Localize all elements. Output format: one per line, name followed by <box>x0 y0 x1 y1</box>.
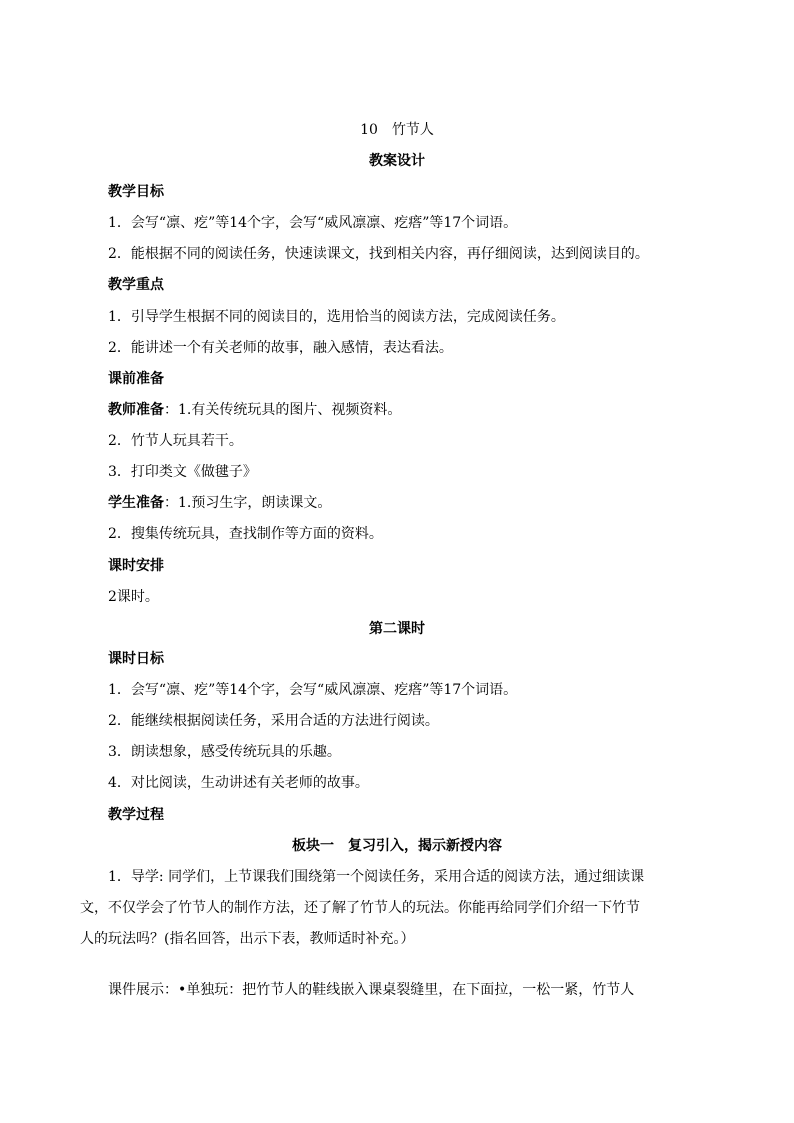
schedule-text: 2课时。 <box>108 589 159 605</box>
goal-item-1: 1．会写“凛、疙”等14个字，会写“威风凛凛、疙瘩”等17个词语。 <box>108 215 518 231</box>
lesson-goal-3: 3．朗读想象，感受传统玩具的乐趣。 <box>108 744 341 760</box>
teacher-prep-text: ：1.有关传统玩具的图片、视频资料。 <box>164 402 402 418</box>
student-prep-label: 学生准备 <box>108 495 164 511</box>
second-lesson-title: 第二课时 <box>369 621 425 637</box>
section-heading-goals: 教学目标 <box>108 184 164 200</box>
student-prep-text: ：1.预习生字，朗读课文。 <box>164 495 332 511</box>
lesson-goal-4: 4．对比阅读，生动讲述有关老师的故事。 <box>108 775 369 791</box>
teacher-prep-3: 3．打印类文《做毽子》 <box>108 464 257 480</box>
lesson-goal-1: 1．会写“凛、疙”等14个字，会写“威风凛凛、疙瘩”等17个词语。 <box>108 682 518 698</box>
teacher-prep-1 <box>108 400 401 420</box>
student-prep-2: 2．搜集传统玩具，查找制作等方面的资料。 <box>108 526 383 542</box>
section-heading-prep: 课前准备 <box>108 371 164 387</box>
paragraph-line-2: 文，不仅学会了竹节人的制作方法，还了解了竹节人的玩法。你能再给同学们介绍一下竹节 <box>80 900 640 916</box>
paragraph-line-3: 人的玩法吗？(指名回答，出示下表，教师适时补充。） <box>80 931 415 947</box>
student-prep-1 <box>108 493 331 513</box>
block-title: 板块一 复习引入，揭示新授内容 <box>292 838 502 854</box>
plan-subtitle: 教案设计 <box>369 153 425 169</box>
section-heading-lesson-goals: 课时日标 <box>108 651 164 667</box>
section-heading-schedule: 课时安排 <box>108 558 164 574</box>
paragraph-line-1: 1．导学: 同学们，上节课我们围绕第一个阅读任务，采用合适的阅读方法，通过细读课 <box>108 869 645 885</box>
goal-item-2: 2．能根据不同的阅读任务，快速读课文，找到相关内容，再仔细阅读，达到阅读目的。 <box>108 246 649 262</box>
teacher-prep-2: 2．竹节人玩具若干。 <box>108 433 243 449</box>
lesson-title: 10 竹节人 <box>360 122 434 138</box>
lesson-goal-2: 2．能继续根据阅读任务，采用合适的方法进行阅读。 <box>108 713 439 729</box>
section-heading-process: 教学过程 <box>108 807 164 823</box>
courseware-line: 课件展示：•单独玩：把竹节人的鞋线嵌入课桌裂缝里，在下面拉，一松一紧，竹节人 <box>108 982 635 998</box>
key-item-2: 2．能讲述一个有关老师的故事，融入感情，表达看法。 <box>108 340 453 356</box>
key-item-1: 1．引导学生根据不同的阅读目的，选用恰当的阅读方法，完成阅读任务。 <box>108 309 565 325</box>
section-heading-key: 教学重点 <box>108 277 164 293</box>
teacher-prep-label: 教师准备 <box>108 402 164 418</box>
